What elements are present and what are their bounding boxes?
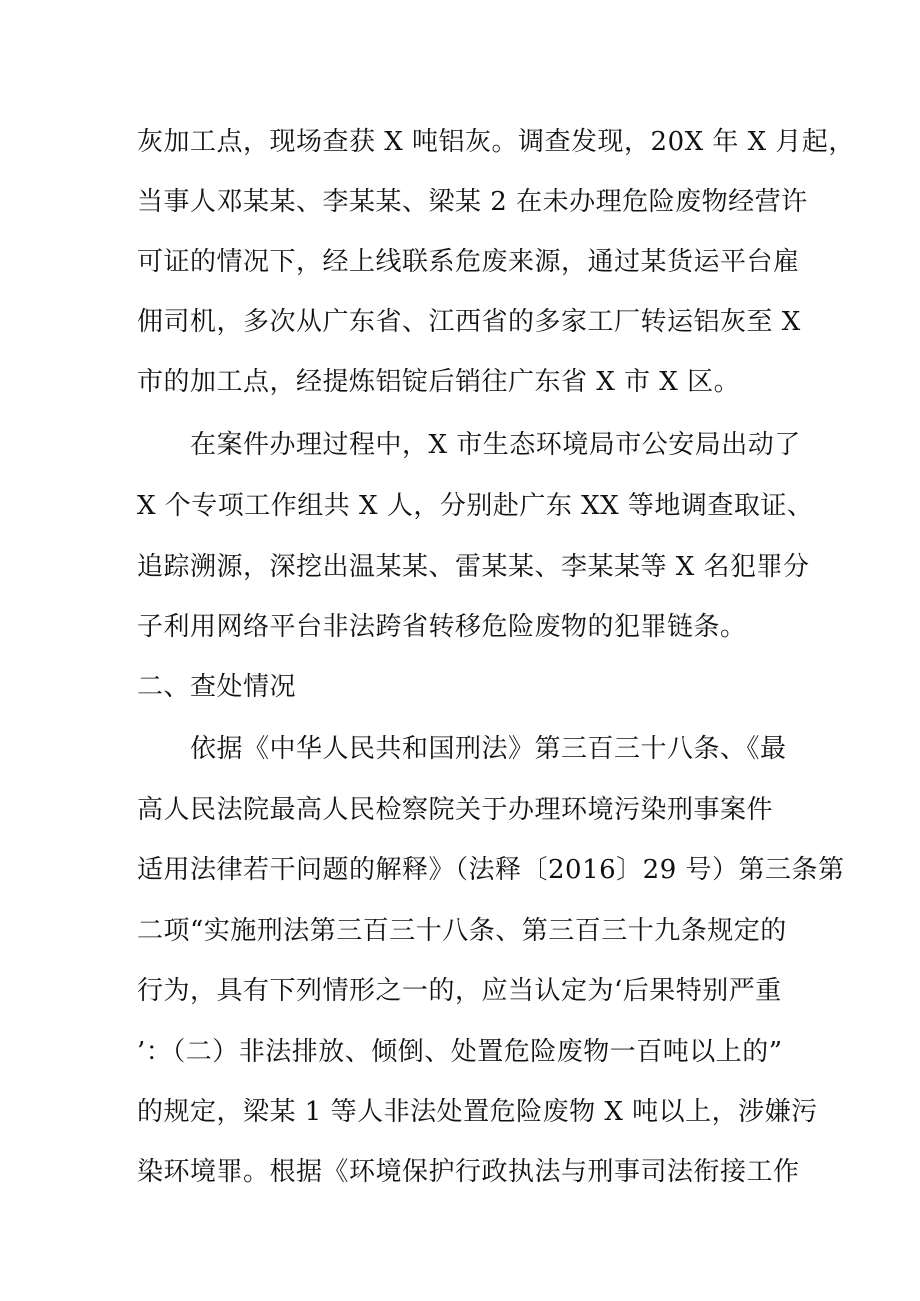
text-line: 追踪溯源，深挖出温某某、雷某某、李某某等 X 名犯罪分 bbox=[137, 552, 810, 582]
text-line: 当事人邓某某、李某某、梁某 2 在未办理危险废物经营许 bbox=[137, 187, 808, 217]
text-line: 行为，具有下列情形之一的，应当认定为‘后果特别严重 bbox=[137, 976, 782, 1006]
text-line: 的规定，梁某 1 等人非法处置危险废物 X 吨以上，涉嫌污 bbox=[137, 1097, 818, 1127]
text-line: 染环境罪。根据《环境保护行政执法与刑事司法衔接工作 bbox=[137, 1157, 800, 1187]
text-line: 灰加工点，现场查获 X 吨铝灰。调查发现，20X 年 X 月起， bbox=[137, 127, 855, 157]
text-line: 可证的情况下，经上线联系危废来源，通过某货运平台雇 bbox=[137, 247, 800, 277]
text-line: 市的加工点，经提炼铝锭后销往广东省 X 市 X 区。 bbox=[137, 367, 741, 397]
text-line: ’：（二）非法排放、倾倒、处置危险废物一百吨以上的” bbox=[137, 1037, 783, 1067]
text-line: 子利用网络平台非法跨省转移危险废物的犯罪链条。 bbox=[137, 612, 747, 642]
text-line: 适用法律若干问题的解释》（法释〔2016〕29 号）第三条第 bbox=[137, 855, 845, 885]
text-line: 在案件办理过程中，X 市生态环境局市公安局出动了 bbox=[190, 430, 801, 460]
section-heading: 二、查处情况 bbox=[137, 672, 297, 702]
text-line: 佣司机，多次从广东省、江西省的多家工厂转运铝灰至 X bbox=[137, 307, 801, 337]
text-line: X 个专项工作组共 X 人，分别赴广东 XX 等地调查取证、 bbox=[137, 491, 814, 521]
text-line: 依据《中华人民共和国刑法》第三百三十八条、《最 bbox=[190, 734, 787, 764]
text-line: 高人民法院最高人民检察院关于办理环境污染刑事案件 bbox=[137, 795, 774, 825]
text-line: 二项“实施刑法第三百三十八条、第三百三十九条规定的 bbox=[137, 916, 787, 946]
